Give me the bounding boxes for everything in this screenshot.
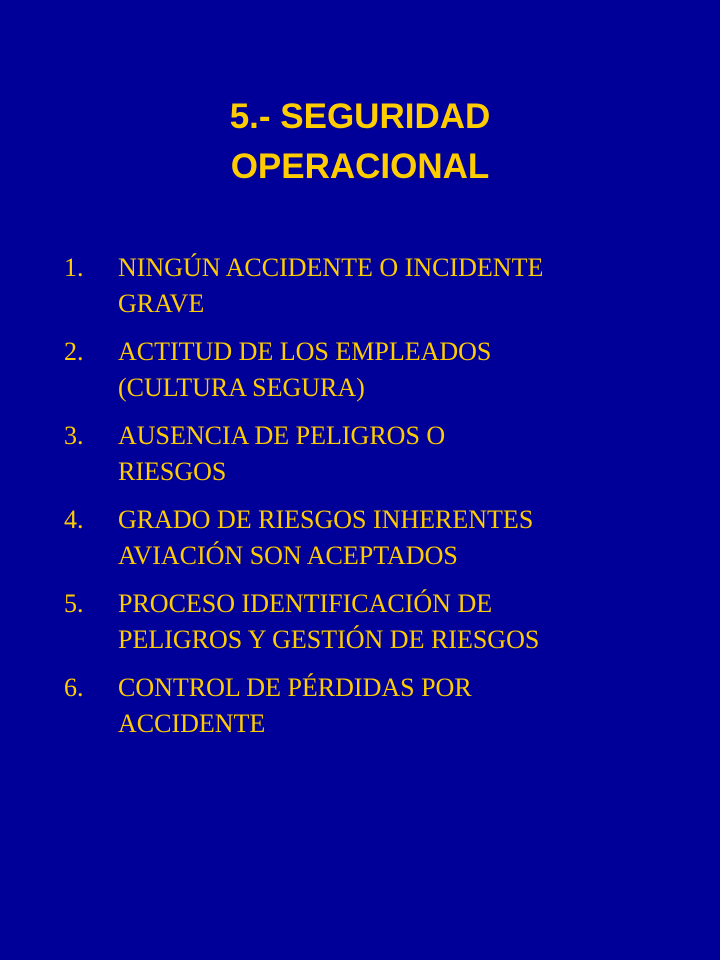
list-item-number: 6. xyxy=(64,673,84,702)
slide-title xyxy=(0,92,720,192)
list-item xyxy=(64,250,704,322)
list-item-number: 2. xyxy=(64,337,84,366)
list-item xyxy=(64,418,704,490)
list-item-text-line-1: NINGÚN ACCIDENTE O INCIDENTE xyxy=(118,253,544,282)
list-item-text-line-2: PELIGROS Y GESTIÓN DE RIESGOS xyxy=(118,625,540,654)
numbered-list xyxy=(64,250,704,754)
list-item-number: 1. xyxy=(64,253,84,282)
list-item xyxy=(64,586,704,658)
list-item-text-line-1: CONTROL DE PÉRDIDAS POR xyxy=(118,673,472,702)
list-item-number: 4. xyxy=(64,505,84,534)
title-line-1: 5.- SEGURIDAD xyxy=(229,97,491,136)
list-item xyxy=(64,670,704,742)
list-item-text-line-1: PROCESO IDENTIFICACIÓN DE xyxy=(118,589,493,618)
list-item xyxy=(64,502,704,574)
list-item-text-line-2: (CULTURA SEGURA) xyxy=(118,373,365,402)
list-item-number: 3. xyxy=(64,421,84,450)
title-line-2: OPERACIONAL xyxy=(230,147,490,186)
list-item-text-line-2: ACCIDENTE xyxy=(118,709,266,738)
list-item-number: 5. xyxy=(64,589,84,618)
list-item-text-line-1: GRADO DE RIESGOS INHERENTES xyxy=(118,505,534,534)
list-item xyxy=(64,334,704,406)
list-item-text-line-1: AUSENCIA DE PELIGROS O xyxy=(118,421,446,450)
list-item-text-line-2: GRAVE xyxy=(118,289,205,318)
list-item-text-line-2: RIESGOS xyxy=(118,457,227,486)
list-item-text-line-1: ACTITUD DE LOS EMPLEADOS xyxy=(118,337,492,366)
list-item-text-line-2: AVIACIÓN SON ACEPTADOS xyxy=(118,541,458,570)
